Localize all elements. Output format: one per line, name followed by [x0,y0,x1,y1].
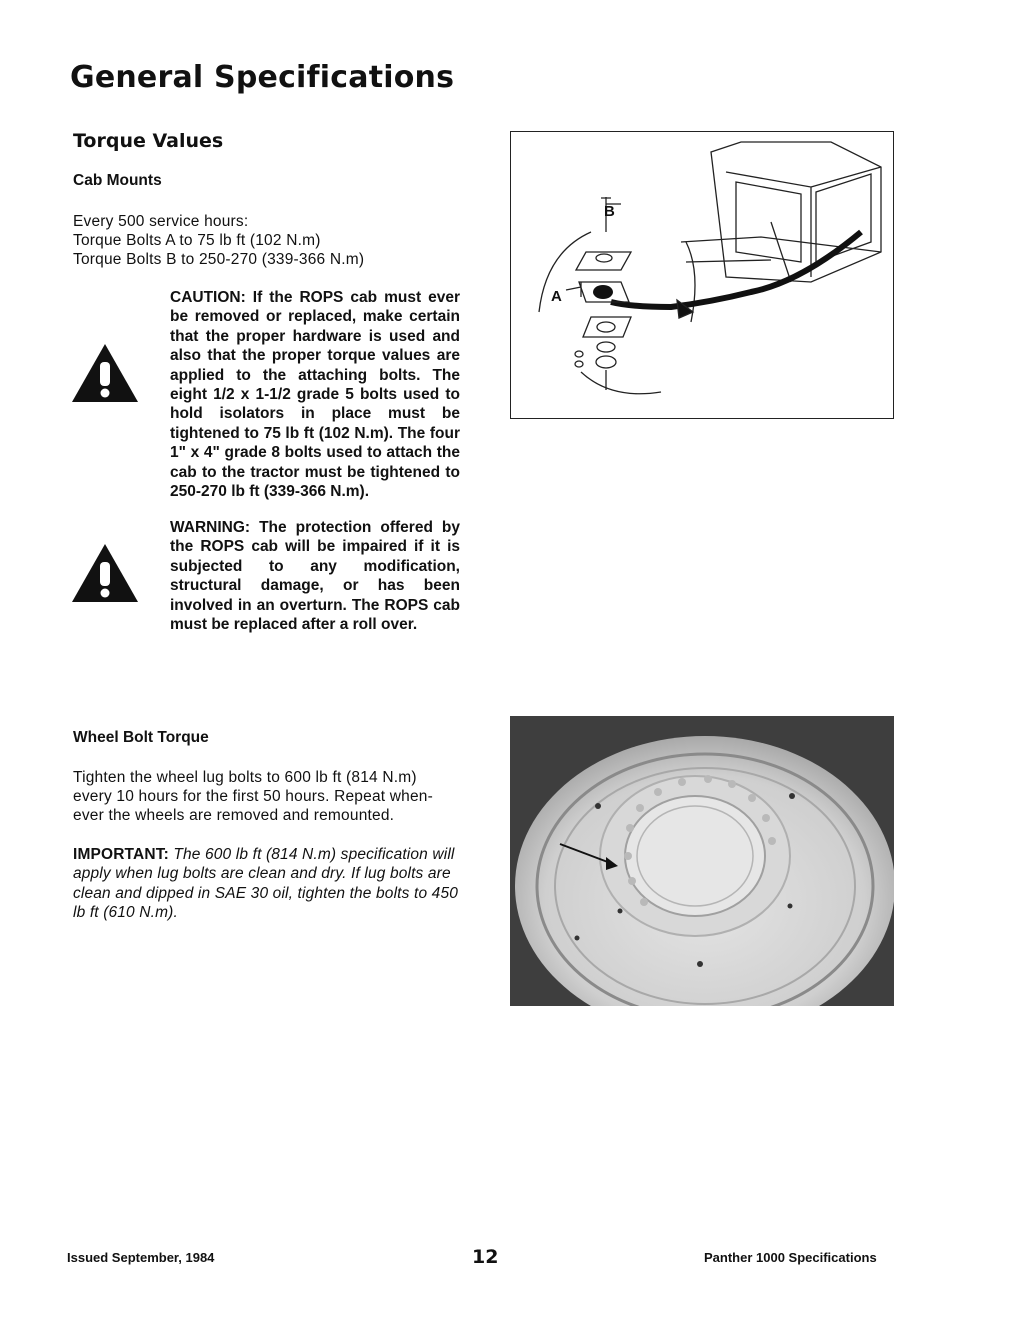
page-title: General Specifications [70,60,455,95]
issue-date: Issued September, 1984 [67,1250,215,1265]
cab-mounts-heading: Cab Mounts [73,172,162,189]
wheel-photo [510,716,894,1006]
wheel-bolt-heading: Wheel Bolt Torque [73,729,209,746]
cab-mount-diagram [510,131,894,419]
important-text: The 600 lb ft (814 N.m) specification will apply when lug bolts are clean and dry. If lug bolts are clean and dipped in SAE 30 oil, tighten the bolts to 450 lb ft (610 N.m). [73,846,458,922]
section-title: Torque Values [73,130,224,152]
instruction-line: Tighten the wheel lug bolts to 600 lb ft (814 N.m) [73,769,417,786]
important-label: IMPORTANT: [73,846,169,863]
wheel-bolt-instructions [73,768,433,825]
warning-text: WARNING: The protection offered by the ROPS cab will be impaired if it is subjected to any modification, structural damage, or has been involved in an overturn. The ROPS cab must be replaced after a roll over. [170,519,460,634]
warning-icon [70,542,140,604]
cab-mount-illustration [511,132,892,417]
schedule-line: Every 500 service hours: [73,213,249,230]
cab-mounts-schedule [73,212,364,269]
caution-text: CAUTION: If the ROPS cab must ever be removed or replaced, make certain that the proper hardware is used and also that the proper torque values are applied to the attaching bolts. The eight 1/2 x 1-1/2 grade 5 bolts used to hold isolators in place must be tightened to 75 lb ft (102 N.m). The four 1" x 4" grade 8 bolts used to attach the cab to the tractor must be tightened to 250-270 lb ft (339-366 N.m). [170,289,460,501]
document-title: Panther 1000 Specifications [704,1250,877,1265]
schedule-line: Torque Bolts A to 75 lb ft (102 N.m) [73,232,321,249]
label-b: B [604,203,615,220]
important-note [73,845,463,923]
instruction-line: ever the wheels are removed and remounted. [73,807,395,824]
instruction-line: every 10 hours for the first 50 hours. Repeat when- [73,788,433,805]
label-a: A [551,288,562,305]
schedule-line: Torque Bolts B to 250-270 (339-366 N.m) [73,251,365,268]
page-number: 12 [472,1246,499,1268]
caution-warning-icon [70,342,140,404]
